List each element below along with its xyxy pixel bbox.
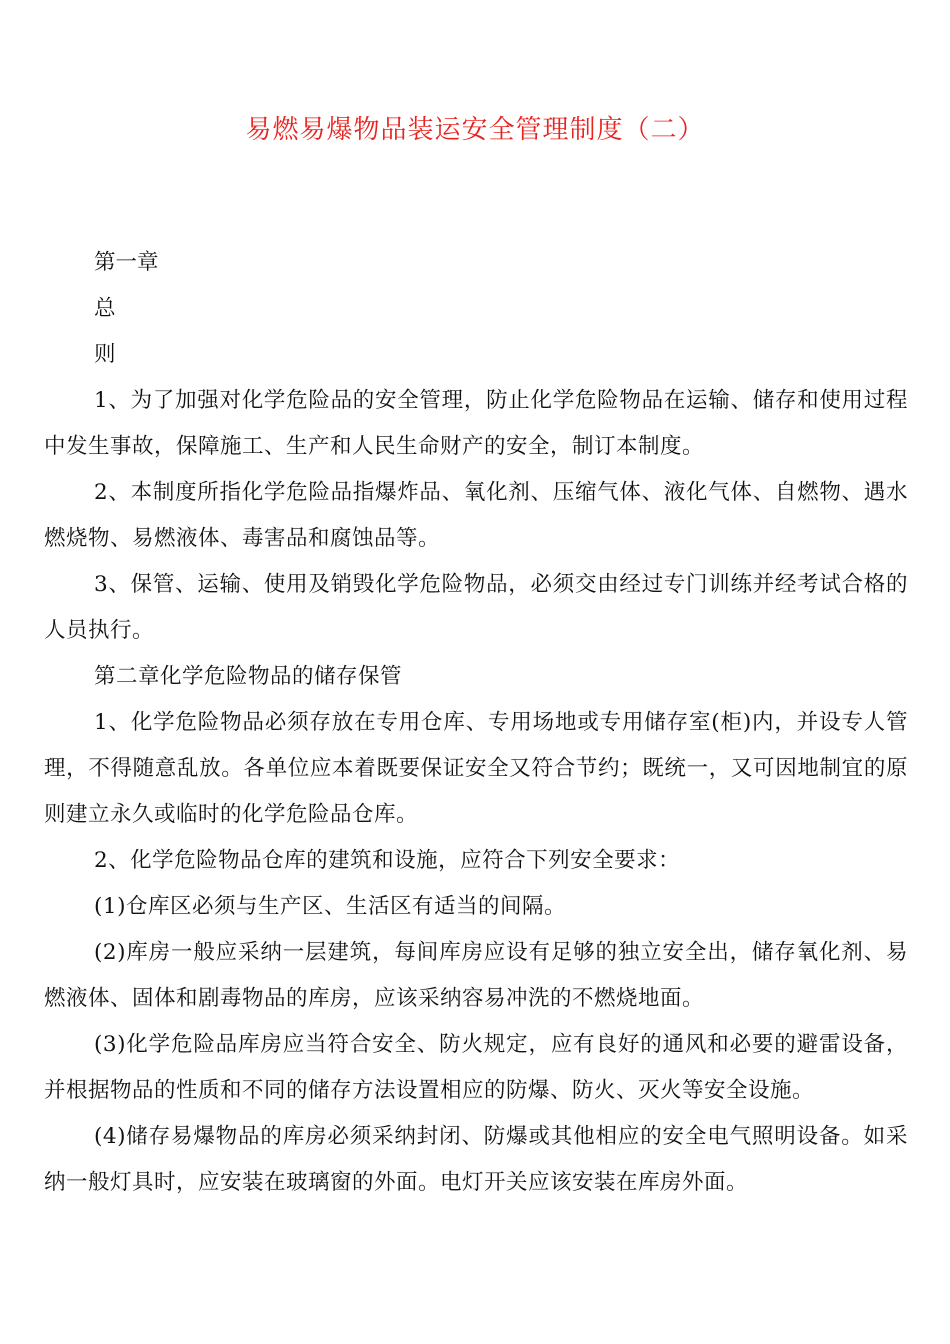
paragraph: 3、保管、运输、使用及销毁化学危险物品，必须交由经过专门训练并经考试合格的人员执行。 <box>44 572 908 643</box>
document-title: 易燃易爆物品装运安全管理制度（二） <box>245 115 705 145</box>
section-heading: 第二章化学危险物品的储存保管 <box>94 664 403 689</box>
document-body <box>44 240 908 1206</box>
list-item: (2)库房一般应采纳一层建筑，每间库房应设有足够的独立安全出，储存氧化剂、易燃液体、固体和剧毒物品的库房，应该采纳容易冲洗的不燃烧地面。 <box>44 940 908 1011</box>
paragraph: 2、化学危险物品仓库的建筑和设施，应符合下列安全要求： <box>94 848 681 873</box>
paragraph: 1、化学危险物品必须存放在专用仓库、专用场地或专用储存室(柜)内，并设专人管理，不得随意乱放。各单位应本着既要保证安全又符合节约；既统一，又可因地制宜的原则建立永久或临时的化学危险品仓库。 <box>44 710 908 827</box>
list-item: (4)储存易爆物品的库房必须采纳封闭、防爆或其他相应的安全电气照明设备。如采纳一般灯具时，应安装在玻璃窗的外面。电灯开关应该安装在库房外面。 <box>44 1124 908 1195</box>
paragraph: 1、为了加强对化学危险品的安全管理，防止化学危险物品在运输、储存和使用过程中发生事故，保障施工、生产和人民生命财产的安全，制订本制度。 <box>44 388 908 459</box>
list-item: (1)仓库区必须与生产区、生活区有适当的间隔。 <box>94 894 566 919</box>
paragraph: 2、本制度所指化学危险品指爆炸品、氧化剂、压缩气体、液化气体、自燃物、遇水燃烧物、易燃液体、毒害品和腐蚀品等。 <box>44 480 908 551</box>
list-item: (3)化学危险品库房应当符合安全、防火规定，应有良好的通风和必要的避雷设备，并根据物品的性质和不同的储存方法设置相应的防爆、防火、灭火等安全设施。 <box>44 1032 908 1103</box>
chapter-heading-line: 总 <box>94 296 116 321</box>
chapter-heading-line: 第一章 <box>94 250 159 275</box>
chapter-heading-line: 则 <box>94 342 116 367</box>
